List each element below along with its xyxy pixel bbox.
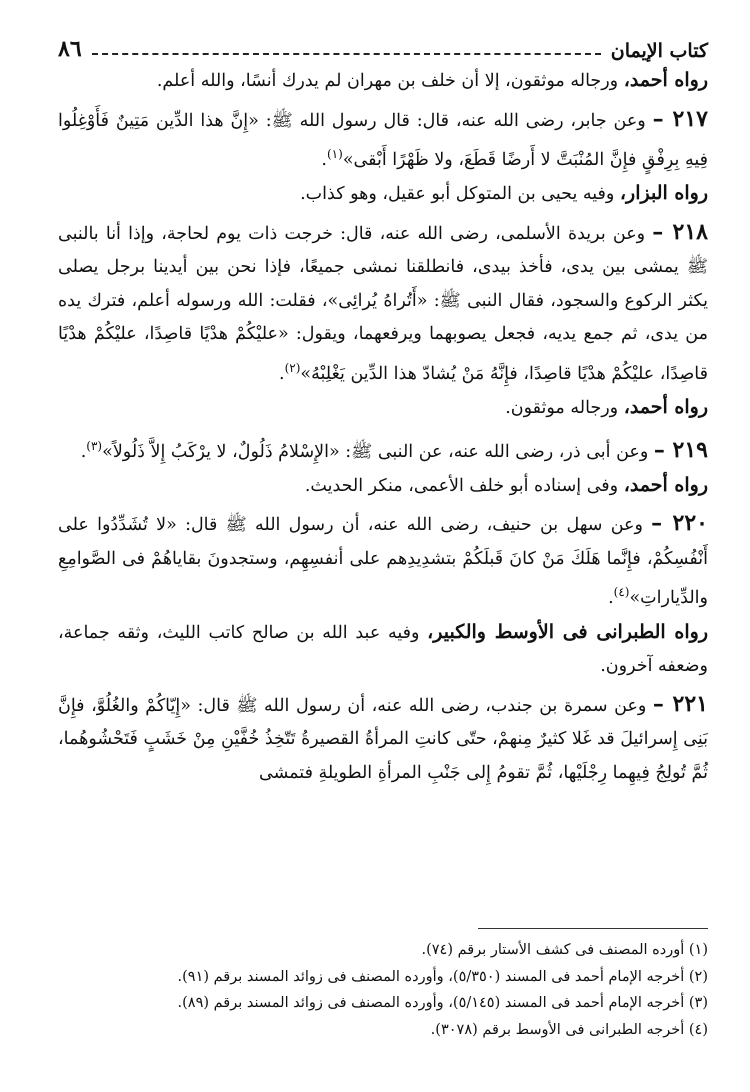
hadith-220 (58, 507, 708, 615)
hadith-218 (58, 216, 708, 391)
hadith-end: . (608, 588, 614, 609)
source-note (58, 469, 708, 508)
footnote-2: (٢) أخرجه الإمام أحمد فى المسند (٥/٣٥٠)، وأورده المصنف فى زوائد المسند برقم (٩١). (177, 968, 708, 985)
source-note (58, 391, 708, 430)
hadith-number: ٢١٧ – (652, 105, 708, 132)
source-text: وفيه عبد الله بن صالح كاتب الليث، وثقه جماعة، وضعفه آخرون. (58, 622, 708, 677)
hadith-number: ٢١٩ – (653, 436, 708, 463)
hadith-text: وعن جابر، رضى الله عنه، قال: قال رسول الله ﷺ: «إِنَّ هذا الدِّين مَتِينٌ فَأَوْغِلُوا فِيهِ بِرِفْقٍ فإِنَّ المُنْبَتَّ لا أَرضًا قَطَعَ، ولا ظَهْرًا أَبْقى» (58, 110, 708, 170)
hadith-text: وعن سهل بن حنيف، رضى الله عنه، أن رسول الله ﷺ قال: «لا تُشَدِّدُوا على أَنْفُسِكُمْ، فإِنَّما هَلَكَ مَنْ كانَ قَبلَكُمْ بتشدِيدِهم على أنفسِهِم، وستجدونَ بقاياهُمْ فى الصَّوامِعِ والدِّياراتِ» (58, 515, 708, 609)
footnotes (58, 928, 708, 1043)
footnote-ref[interactable]: (٢) (284, 360, 301, 375)
narrator-name: رواه أحمد، (623, 473, 708, 496)
hadith-219 (58, 430, 708, 469)
page-number: ٨٦ (58, 36, 82, 62)
source-text: وفيه يحيى بن المتوكل أبو عقيل، وهو كذاب. (300, 184, 620, 205)
book-title: كتاب الإيمان (610, 40, 708, 62)
source-text: ورجاله موثقون. (505, 398, 624, 419)
hadith-text: وعن سمرة بن جندب، رضى الله عنه، أن رسول الله ﷺ قال: «إِيّاكُمْ والغُلُوَّ، فإِنَّ بَنِى إِسرائيلَ قد غَلا كثيرٌ مِنهمْ، حتّى كانتِ المرأةُ القصيرةُ تَتّخِذُ خُفَّيْنِ مِنْ خَشَبٍ فَتَحْشُوهُما، ثُمَّ تُولِجُ فِيهِما رِجْلَيْها، ثُمَّ تقومُ إِلى جَنْبِ المرأةِ الطويلةِ فتمشى (58, 695, 708, 783)
hadith-number: ٢٢١ – (652, 690, 708, 717)
footnote-1: (١) أورده المصنف فى كشف الأستار برقم (٧٤). (421, 942, 708, 958)
narrator-name: رواه البزار، (619, 182, 708, 205)
narrator-name: رواه الطبرانى فى الأوسط والكبير، (427, 620, 708, 643)
footnote-ref[interactable]: (٤) (613, 585, 630, 600)
header-rule (92, 53, 601, 55)
footnote-3: (٣) أخرجه الإمام أحمد فى المسند (٥/١٤٥)، وأورده المصنف فى زوائد المسند برقم (٨٩). (177, 995, 708, 1011)
footnote-4: (٤) أخرجه الطبرانى فى الأوسط برقم (٣٠٧٨). (430, 1021, 708, 1038)
source-text: وفى إسناده أبو خلف الأعمى، منكر الحديث. (304, 475, 624, 496)
hadith-text: وعن بريدة الأسلمى، رضى الله عنه، قال: خرجت ذات يوم لحاجة، وإذا أنا بالنبى ﷺ يمشى بين يدى، فأخذ بيدى، فانطلقنا نمشى جميعًا، فإذا نحن بين أيدينا برجل يصلى يكثر الركوع والسجود، فقال النبى ﷺ: «أَتُراهُ يُرائِى»، فقلت: الله ورسوله أعلم، فترك يده من يدى، ثم جمع يديه، فجعل يصوبهما ويرفعهما، ويقول: «عليْكُمْ هدْيًا قاصِدًا، عليْكُمْ هدْيًا قاصِدًا، عليْكُمْ هدْيًا قاصِدًا، فإِنَّهُ مَنْ يُشادّ هذا الدِّين يَغْلِبْهُ» (58, 223, 708, 384)
hadith-221 (58, 688, 708, 791)
narrator-name: رواه أحمد، (623, 396, 708, 419)
narrator-name: رواه أحمد، (623, 69, 708, 91)
hadith-217 (58, 103, 708, 178)
source-note (58, 616, 708, 688)
page-body (58, 64, 708, 790)
hadith-end: . (80, 441, 87, 462)
source-text: ورجاله موثقون، إلا أن خلف بن مهران لم يدرك أنسًا، والله أعلم. (156, 71, 624, 91)
hadith-number: ٢٢٠ – (651, 510, 708, 537)
page-header (58, 28, 708, 62)
hadith-end: . (321, 149, 327, 170)
footnote-rule (478, 928, 708, 929)
source-note (58, 64, 708, 103)
hadith-number: ٢١٨ – (652, 218, 708, 245)
footnote-ref[interactable]: (٣) (86, 438, 103, 453)
hadith-end: . (279, 363, 285, 384)
source-note (58, 177, 708, 216)
footnote-ref[interactable]: (١) (326, 147, 343, 161)
hadith-text: وعن أبى ذر، رضى الله عنه، عن النبى ﷺ: «الإِسْلامُ ذَلُولٌ، لا يرْكَبُ إِلاَّ ذَلُولاً» (102, 441, 654, 462)
